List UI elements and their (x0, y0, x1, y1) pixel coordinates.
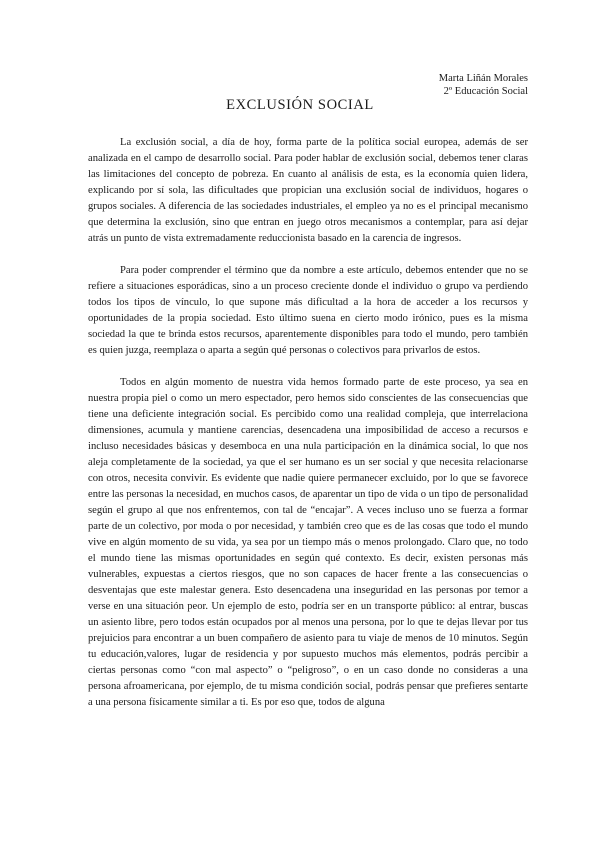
paragraph-1: La exclusión social, a día de hoy, forma parte de la política social europea, además de ser analizada en el campo de desarrollo social. Para poder hablar de exclusión social, debemos tener claras las limitaciones del concepto de pobreza. En cuanto al análisis de esta, es la economía quien lidera, explicando por sí sola, las dificultades que propician una exclusión social de individuos, hogares o grupos sociales. A diferencia de las sociedades industriales, el empleo ya no es el principal mecanismo que determina la exclusión, sino que entran en juego otros mecanismos a contemplar, para así dejar atrás un punto de vista extremadamente reduccionista basado en la carencia de ingresos. (88, 137, 528, 244)
paragraph-3: Todos en algún momento de nuestra vida hemos formado parte de este proceso, ya sea en nuestra propia piel o como un mero espectador, pero hemos sido conscientes de las consecuencias que tiene una deficiente integración social. Es percibido como una realidad compleja, que interrelaciona dimensiones, acumula y mantiene carencias, desencadena una imposibilidad de acceso a recursos e incluso necesidades básicas y desemboca en una nula participación en la dinámica social, lo que nos aleja completamente de la sociedad, ya que el ser humano es un ser social y que necesita relacionarse con otros, necesita convivir. Es evidente que nadie quiere permanecer excluido, por lo que se favorece entre las personas la necesidad, en muchos casos, de aparentar un tipo de vida o un tipo de personalidad según el grupo al que nos enfrentemos, con tal de “encajar”. A veces incluso uno se fuerza a formar parte de un colectivo, por moda o por necesidad, y también creo que es de las cosas que todo el mundo vive en algún momento de su vida, ya sea por un tiempo más o menos prolongado. Claro que, no todo el mundo tiene las mismas oportunidades en según qué contexto. Es decir, existen personas más vulnerables, expuestas a ciertos riesgos, que no son capaces de hacer frente a las consecuencias o desventajas que este malestar genera. Esto desencadena una inseguridad en las personas por temor a verse en una situación peor. Un ejemplo de esto, podría ser en un transporte público: al entrar, buscas un asiento libre, pero todos están ocupados por al menos una persona, por lo que te dejas llevar por tus prejuicios para encontrar a un buen compañero de asiento para tu viaje de menos de 10 minutos. Según tu educación,valores, lugar de residencia y por supuesto muchos más elementos, podrás percibir a ciertas personas como “con mal aspecto” o “peligroso”, o en un caso donde no consideras a una persona afroamericana, por ejemplo, de tu misma condición social, podrás pensar que prefieres sentarte a una persona físicamente similar a ti. Es por eso que, todos de alguna (88, 377, 528, 708)
author-name: Marta Liñán Morales (438, 73, 528, 84)
author-course: 2º Educación Social (443, 86, 528, 97)
document-title: EXCLUSIÓN SOCIAL (226, 97, 374, 113)
author-block (439, 72, 528, 98)
document-body (88, 135, 528, 727)
paragraph-2: Para poder comprender el término que da nombre a este artículo, debemos entender que no se refiere a situaciones esporádicas, sino a un proceso creciente donde el individuo o grupo va perdiendo todos los tipos de vínculo, lo que supone más dificultad a la hora de acceder a los recursos y oportunidades de la propia sociedad. Esto último suena en cierto modo irónico, pues es la misma sociedad la que te brinda estos recursos, aparentemente disponibles para todo el mundo, pero también es quien juzga, reemplaza o aparta a según qué personas o colectivos para privarlos de estos. (88, 265, 528, 356)
